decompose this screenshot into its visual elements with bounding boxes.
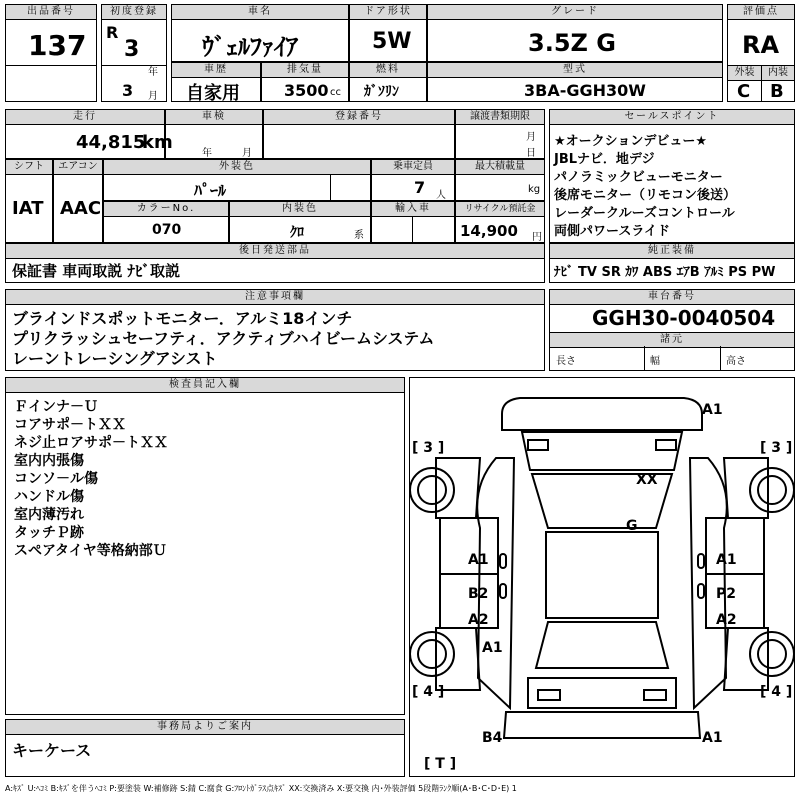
mark-a1-top: A1 (702, 402, 723, 418)
aircon-label: エアコン (54, 160, 102, 175)
sales-point: レーダークルーズコントロール (554, 206, 735, 221)
max-load-label: 最大積載量 (456, 160, 544, 175)
chassis-box (549, 289, 795, 371)
car-name-box (171, 4, 349, 62)
inspector-box (5, 377, 405, 715)
displacement-label: 排気量 (262, 63, 348, 78)
grade-label: グレード (428, 5, 722, 20)
lot-number-box (5, 4, 97, 102)
inspector-line: スペアタイヤ等格納部Ｕ (14, 543, 167, 559)
mark-a2-left: A2 (468, 612, 489, 628)
later-parts-box (5, 243, 545, 283)
exterior-score: C (737, 81, 751, 102)
score-label: 評価点 (728, 5, 794, 20)
reg-number-box (263, 109, 455, 159)
equipment-label: 純正装備 (550, 244, 794, 259)
car-name-label: 車名 (172, 5, 348, 20)
color: ﾊﾟｰﾙ (194, 181, 227, 200)
sales-point: ★オークションデビュー★ (554, 134, 708, 149)
exterior-label: 外装 (728, 66, 761, 81)
displacement-unit: cc (330, 87, 341, 98)
door-box (349, 4, 427, 62)
mileage-label: 走行 (6, 110, 164, 125)
mark-xx: XX (636, 472, 658, 488)
recycle-fee: 14,900 (460, 222, 518, 240)
mileage-unit: km (142, 132, 173, 153)
door-label: ドア形状 (350, 5, 426, 20)
shift: IAT (12, 198, 44, 219)
notes-label: 注意事項欄 (6, 290, 544, 305)
mileage: 44,815 (76, 132, 146, 153)
tire-rear-right: [ 4 ] (760, 684, 793, 700)
reg-year: 3 (124, 37, 140, 62)
notes-box (5, 289, 545, 371)
model-label: 型式 (428, 63, 722, 78)
mark-g: G (626, 518, 638, 534)
inspector-line: Ｆインナ－Ｕ (14, 399, 98, 415)
first-registration-label: 初度登録 (102, 5, 166, 20)
max-load-unit: kg (528, 184, 541, 195)
era: R (106, 23, 119, 42)
office-label: 事務局よりご案内 (6, 720, 404, 735)
transfer-month: 月 (526, 132, 536, 143)
mark-a1-left: A1 (468, 552, 489, 568)
interior-label: 内装 (761, 66, 794, 81)
spec-width: 幅 (650, 356, 660, 367)
reg-month: 3 (122, 81, 134, 100)
mark-b2: B2 (468, 586, 489, 602)
inspector-label: 検査員記入欄 (6, 378, 404, 393)
car-name: ｳﾞｪﾙﾌｧｲｱ (202, 33, 298, 61)
note-line: ブラインドスポットモニター．アルミ18インチ (12, 309, 353, 328)
interior-color: ｸﾛ (290, 225, 304, 241)
transfer-box (455, 109, 545, 159)
mark-b4: B4 (482, 730, 503, 746)
shift-label: シフト (6, 160, 52, 175)
capacity: 7 (414, 178, 426, 197)
reg-month-unit: 月 (148, 91, 158, 102)
door-type: 5W (372, 29, 412, 54)
interior-color-label: 内装色 (230, 202, 370, 217)
history: 自家用 (186, 83, 240, 104)
history-label: 車歴 (172, 63, 260, 78)
note-line: レーントレーシングアシスト (12, 349, 218, 368)
model-box (427, 62, 723, 102)
model: 3BA-GGH30W (524, 81, 646, 100)
tire-rear-left: [ 4 ] (412, 684, 445, 700)
spec-length: 長さ (556, 356, 576, 367)
capacity-unit: 人 (436, 190, 446, 201)
tire-front-right: [ 3 ] (760, 440, 793, 456)
office-text: キーケース (12, 741, 92, 760)
shift-box (5, 159, 53, 243)
aircon: AAC (60, 198, 102, 219)
grade: 3.5Z G (528, 29, 616, 57)
sales-point: 後席モニター（リモコン後送） (554, 188, 737, 203)
sales-point: JBLナビ．地デジ (554, 152, 655, 167)
color-label: 外装色 (104, 160, 370, 175)
later-parts: 保証書 車両取説 ﾅﾋﾞ取説 (12, 262, 180, 280)
tire-front-left: [ 3 ] (412, 440, 445, 456)
interior-color-box (229, 201, 371, 243)
office-box (5, 719, 405, 777)
mark-a1-right: A1 (716, 552, 737, 568)
chassis-number: GGH30-0040504 (592, 306, 776, 330)
fuel-box (349, 62, 427, 102)
displacement-box (261, 62, 349, 102)
fuel: ｶﾞｿﾘﾝ (364, 84, 399, 100)
car-diagram (409, 377, 795, 777)
recycle-unit: 円 (532, 232, 542, 243)
interior-color-unit: 系 (354, 230, 364, 241)
grade-box (427, 4, 723, 62)
recycle-box (455, 201, 545, 243)
legend-footer: A:ｷｽﾞ U:ﾍｺﾐ B:ｷｽﾞを伴うﾍｺﾐ P:要塗装 W:補修跡 S:錆 C:腐食 G:ﾌﾛﾝﾄｶﾞﾗｽ点ｷｽﾞ XX:交換済み X:要交換 内･外装評価 5段階ﾗﾝｸ順(A･B･C･D･E) 1 (5, 784, 517, 793)
sales-points-label: セールスポイント (550, 110, 794, 125)
lot-number: 137 (28, 29, 87, 62)
aircon-box (53, 159, 103, 243)
transfer-label: 譲渡書類期限 (456, 110, 544, 125)
sales-point: パノラミックビューモニター (554, 170, 723, 185)
note-line: プリクラッシュセーフティ．アクティブハイビームシステム (12, 329, 435, 348)
spec-label: 諸元 (550, 332, 794, 348)
chassis-label: 車台番号 (550, 290, 794, 305)
fuel-label: 燃料 (350, 63, 426, 78)
mark-p2: P2 (716, 586, 737, 602)
first-registration-box (101, 4, 167, 102)
inspector-line: 室内薄汚れ (14, 507, 84, 523)
sales-point: 両側パワースライド (554, 224, 670, 239)
score: RA (742, 31, 780, 59)
color-box (103, 159, 371, 201)
mark-a1-lower: A1 (482, 640, 503, 656)
later-parts-label: 後日発送部品 (6, 244, 544, 259)
inspection-month-unit: 月 (242, 148, 252, 159)
displacement: 3500 (284, 81, 329, 100)
color-number-box (103, 201, 229, 243)
car-diagram-drawing (410, 378, 794, 776)
inspector-line: ネジ止ロアサポ－トＸＸ (14, 435, 168, 451)
mark-a1-bottom: A1 (702, 730, 723, 746)
recycle-label: リサイクル預託金 (456, 202, 544, 217)
mark-a2-right: A2 (716, 612, 737, 628)
mileage-box (5, 109, 173, 159)
interior-score: B (770, 81, 784, 102)
lot-number-label: 出品番号 (6, 5, 96, 20)
capacity-label: 乗車定員 (372, 160, 454, 175)
inspection-label: 車検 (166, 110, 262, 125)
inspection-year-unit: 年 (202, 148, 212, 159)
transfer-day: 日 (526, 148, 536, 159)
sales-points-box (549, 109, 795, 243)
import-box (371, 201, 455, 243)
reg-number-label: 登録番号 (264, 110, 454, 125)
equipment: ﾅﾋﾞ TV SR ｶﾜ ABS ｴｱB ｱﾙﾐ PS PW (554, 265, 776, 280)
inspector-line: タッチＰ跡 (14, 525, 84, 541)
inspector-line: 室内内張傷 (14, 453, 84, 469)
inspector-line: ハンドル傷 (14, 489, 84, 505)
tire-spare: [ T ] (424, 756, 457, 772)
history-box (171, 62, 261, 102)
inspection-box (165, 109, 263, 159)
inspector-line: コアサポ－トＸＸ (14, 417, 126, 433)
capacity-box (371, 159, 455, 201)
equipment-box (549, 243, 795, 283)
spec-height: 高さ (726, 356, 746, 367)
import-label: 輸入車 (372, 202, 454, 217)
max-load-box (455, 159, 545, 201)
inspector-line: コンソ－ル傷 (14, 471, 98, 487)
color-number-label: カラーNo. (104, 202, 228, 217)
reg-year-unit: 年 (148, 67, 158, 78)
color-number: 070 (152, 222, 182, 238)
score-box (727, 4, 795, 102)
